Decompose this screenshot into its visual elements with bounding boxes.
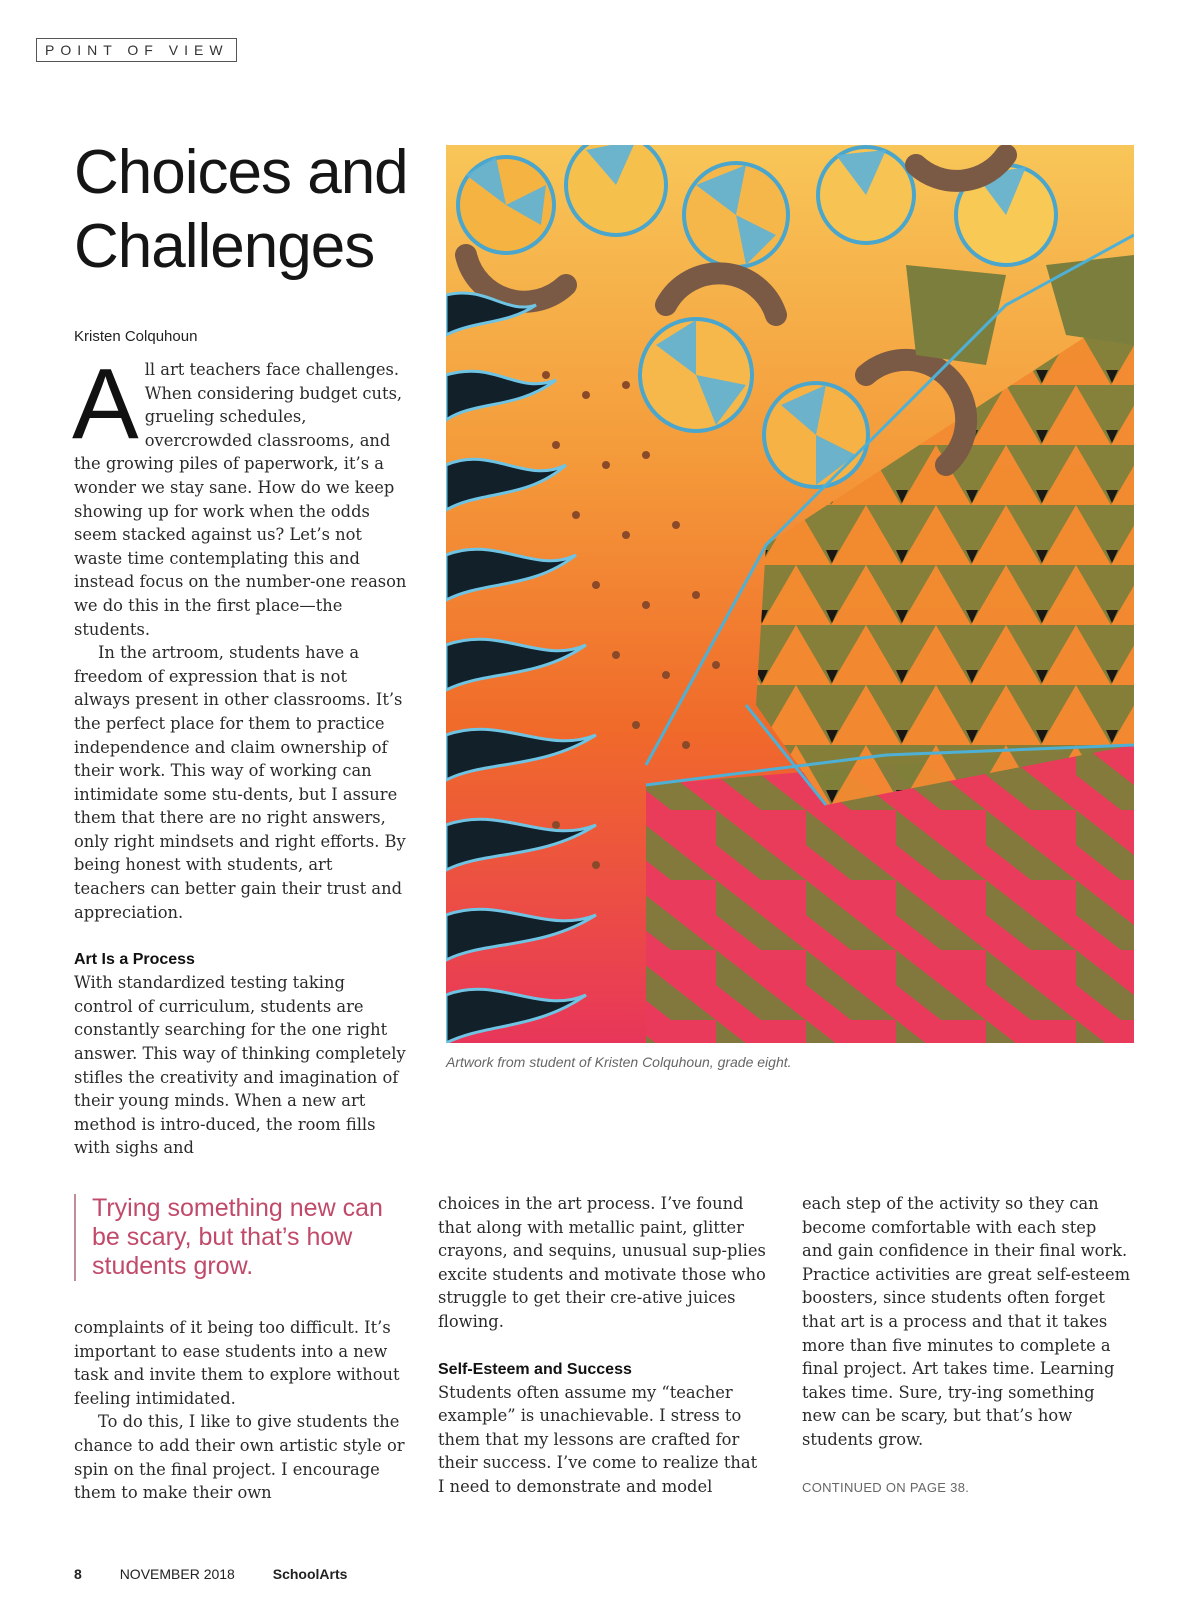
page-footer [74,1566,381,1582]
student-artwork-image [446,145,1134,1043]
issue-date: NOVEMBER 2018 [119,1566,235,1582]
paragraph-artroom: In the artroom, students have a freedom of expression that is not always present in other classrooms. It’s the perfect place for them to practice independence and claim ownership of their work. This way of working can intimidate some stu-dents, but I assure them that there are no right answers, only right mindsets and right efforts. By being honest with students, art teachers can better gain their trust and appreciation. [74,643,406,922]
paragraph-complaints: complaints of it being too difficult. It’s important to ease students into a new task and invite them to explore without feeling intimidated. [74,1318,400,1408]
page-number: 8 [74,1566,82,1582]
paragraph-to-do-this: To do this, I like to give students the chance to add their own artistic style or spin on the final project. I encourage them to make their own [74,1412,405,1503]
column-1-continued [74,1316,410,1505]
pull-quote: Trying something new can be scary, but that’s how students grow. [74,1194,392,1281]
intro-paragraph [72,348,408,641]
column-2 [438,1192,768,1499]
paragraph-each-step: each step of the activity so they can become comfortable with each step and gain confidence in their final work. Practice activities are great self-esteem boosters, since students often forget that art is a process and that it takes more than five minutes to complete a final project. Art takes time. Learning takes time. Sure, try-ing something new can be scary, but that’s how students grow. [802,1194,1131,1449]
continued-note: CONTINUED ON PAGE 38. [802,1479,970,1495]
drop-cap: A [72,348,139,460]
author-byline: Kristen Colquhoun [74,328,198,345]
column-3 [802,1192,1132,1499]
subhead-self-esteem: Self-Esteem and Success [438,1360,632,1378]
paragraph-teacher-example: Students often assume my “teacher example” is unachievable. I stress to them that my lessons are crafted for their success. I’ve come to realize that I need to demonstrate and model [438,1382,758,1496]
section-label: POINT OF VIEW [36,38,237,62]
intro-text: ll art teachers face challenges. When considering budget cuts, grueling schedules, overcrowded classrooms, and the growing piles of paperwork, it’s a wonder we stay sane. How do we keep showing up for work when the odds seem stacked against us? Let’s not waste time contemplating this and instead focus on the number-one reason we do this in the first place—the students. [74,360,407,639]
subhead-art-is-a-process: Art Is a Process [74,951,195,969]
article-title: Choices and Challenges [74,138,408,281]
magazine-name: SchoolArts [272,1566,348,1582]
paragraph-choices: choices in the art process. I’ve found that along with metallic paint, glitter crayons, and sequins, unusual sup-plies excite students and motivate those who struggle to get their cre-ative juices flowing. [438,1194,766,1331]
artwork-caption: Artwork from student of Kristen Colquhoun, grade eight. [446,1054,792,1070]
column-1 [72,348,408,1160]
paragraph-testing: With standardized testing taking control of curriculum, students are constantly searching for the one right answer. This way of thinking completely stifles the creativity and imagination of their young minds. When a new art method is intro-duced, the room fills with sighs and [74,973,406,1158]
